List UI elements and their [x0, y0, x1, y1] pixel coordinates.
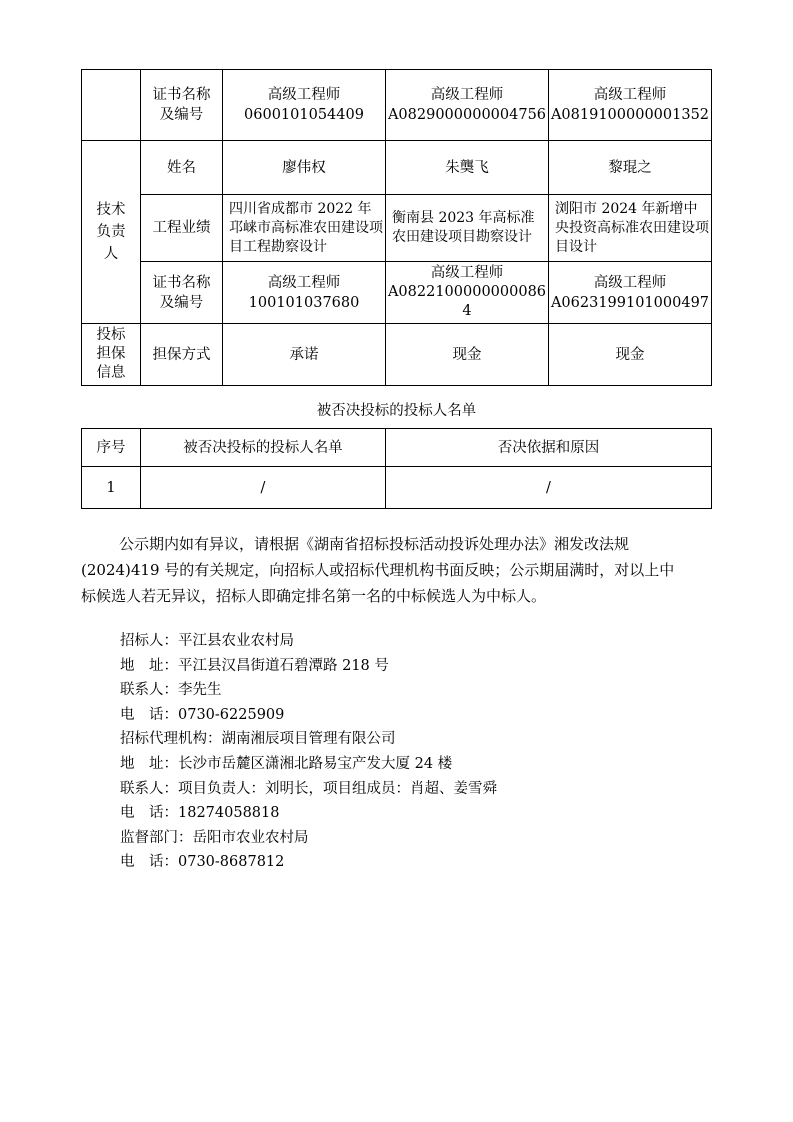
agency-contact-line: 联系人：项目负责人：刘明长，项目组成员：肖超、姜雪舜: [120, 780, 497, 797]
table-cell: 高级工程师 100101037680: [223, 262, 386, 324]
table-row: [82, 324, 712, 386]
table-cell: [82, 70, 141, 141]
agency-address-line: 地 址：长沙市岳麓区潇湘北路易宝产发大厦 24 楼: [120, 755, 453, 772]
table-cell: 现金: [386, 324, 549, 386]
objection-notice: [81, 531, 721, 609]
table-row: [82, 467, 712, 509]
row-label-guarantee: 担保方式: [141, 324, 223, 386]
tenderer-phone-line: 电 话：0730-6225909: [120, 706, 285, 723]
table-cell: /: [141, 467, 386, 509]
notice-line: (2024)419 号的有关规定，向招标人或招标代理机构书面反映；公示期届满时，对以上中: [81, 561, 675, 579]
table-header-row: [82, 429, 712, 467]
table-cell: 现金: [549, 324, 712, 386]
table-cell: 高级工程师 A0822100000000086 4: [386, 262, 549, 324]
table-cell: 高级工程师 A0829000000004756: [386, 70, 549, 141]
notice-line: 标候选人若无异议，招标人即确定排名第一名的中标候选人为中标人。: [81, 587, 547, 605]
tenderer-contact-line: 联系人：李先生: [120, 682, 222, 699]
table-cell: 衡南县 2023 年高标准农田建设项目勘察设计: [386, 195, 549, 262]
contact-block: [120, 629, 720, 875]
notice-line: 公示期内如有异议，请根据《湖南省招标投标活动投诉处理办法》湘发改法规: [119, 535, 630, 553]
rejected-bidders-caption: 被否决投标的投标人名单: [316, 403, 477, 419]
column-header: 被否决投标的投标人名单: [141, 429, 386, 467]
supervisor-line: 监督部门：岳阳市农业农村局: [120, 829, 309, 846]
table-cell: 廖伟权: [223, 141, 386, 195]
guarantee-group-label: 投标 担保 信息: [82, 324, 141, 386]
row-label-cert: 证书名称 及编号: [141, 70, 223, 141]
row-label-cert: 证书名称 及编号: [141, 262, 223, 324]
table-cell: /: [386, 467, 712, 509]
table-cell: 高级工程师 A0623199101000497: [549, 262, 712, 324]
column-header: 序号: [82, 429, 141, 467]
tenderer-line: 招标人：平江县农业农村局: [120, 633, 294, 649]
table-cell: 朱龑飞: [386, 141, 549, 195]
column-header: 否决依据和原因: [386, 429, 712, 467]
table-cell: 高级工程师 A0819100000001352: [549, 70, 712, 141]
table-row: [82, 262, 712, 324]
rejected-bidders-table: [81, 428, 712, 509]
agency-phone-line: 电 话：18274058818: [120, 805, 280, 822]
candidate-detail-table: [81, 69, 712, 386]
table-cell: 四川省成都市 2022 年邛崃市高标准农田建设项目工程勘察设计: [223, 195, 386, 262]
table-cell: 浏阳市 2024 年新增中央投资高标准农田建设项目设计: [549, 195, 712, 262]
table-row: [82, 70, 712, 141]
table-cell: 高级工程师 0600101054409: [223, 70, 386, 141]
agency-line: 招标代理机构：湖南湘辰项目管理有限公司: [120, 731, 396, 748]
tech-lead-group-label: 技术 负责 人: [82, 141, 141, 324]
table-row: [82, 141, 712, 195]
row-label-name: 姓名: [141, 141, 223, 195]
table-cell: 承诺: [223, 324, 386, 386]
supervisor-phone-line: 电 话：0730-8687812: [120, 854, 285, 871]
table-cell: 黎琨之: [549, 141, 712, 195]
table-row: [82, 195, 712, 262]
table-cell: 1: [82, 467, 141, 509]
row-label-performance: 工程业绩: [141, 195, 223, 262]
tenderer-address-line: 地 址：平江县汉昌街道石碧潭路 218 号: [120, 657, 389, 674]
